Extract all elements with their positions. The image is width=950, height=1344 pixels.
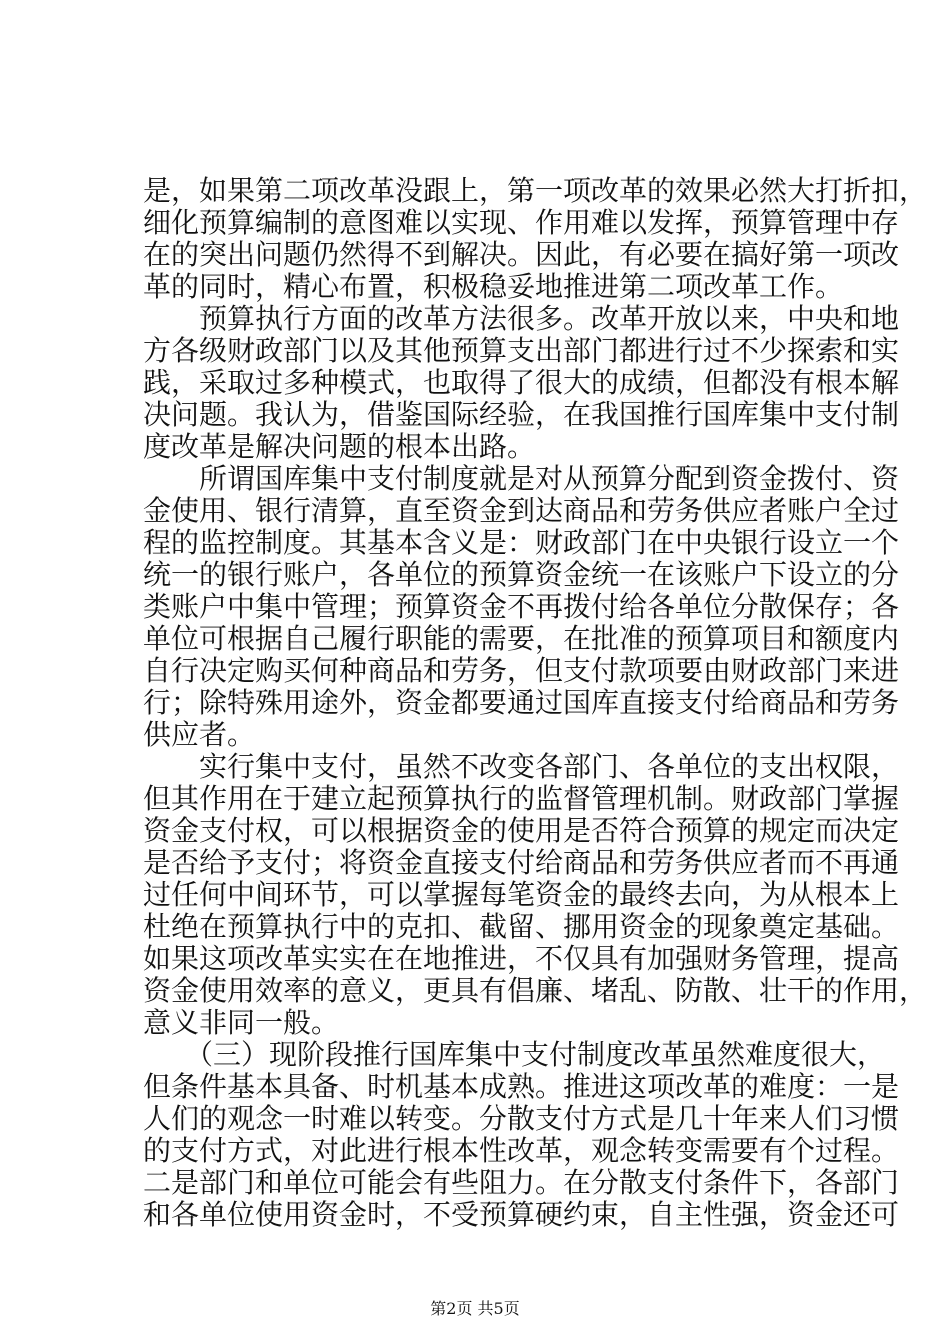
text-line: 但条件基本具备、时机基本成熟。推进这项改革的难度：一是 (143, 1070, 900, 1103)
text-line: 类账户中集中管理；预算资金不再拨付给各单位分散保存；各 (143, 590, 900, 623)
text-line: 实行集中支付，虽然不改变各部门、各单位的支出权限， (143, 750, 900, 783)
text-line: 和各单位使用资金时，不受预算硬约束，自主性强，资金还可 (143, 1198, 900, 1231)
text-line: 杜绝在预算执行中的克扣、截留、挪用资金的现象奠定基础。 (143, 910, 900, 943)
text-line: 如果这项改革实实在在地推进，不仅具有加强财务管理，提高 (143, 942, 900, 975)
text-line: 供应者。 (143, 718, 256, 751)
text-line: 践，采取过多种模式，也取得了很大的成绩，但都没有根本解 (143, 366, 900, 399)
text-line: 二是部门和单位可能会有些阻力。在分散支付条件下，各部门 (143, 1166, 900, 1199)
text-line: 过任何中间环节，可以掌握每笔资金的最终去向，为从根本上 (143, 878, 900, 911)
text-line: 但其作用在于建立起预算执行的监督管理机制。财政部门掌握 (143, 782, 900, 815)
text-line: 程的监控制度。其基本含义是：财政部门在中央银行设立一个 (143, 526, 900, 559)
text-line: 自行决定购买何种商品和劳务，但支付款项要由财政部门来进 (143, 654, 900, 687)
text-line: 资金使用效率的意义，更具有倡廉、堵乱、防散、壮干的作用， (143, 974, 928, 1007)
text-line: 人们的观念一时难以转变。分散支付方式是几十年来人们习惯 (143, 1102, 900, 1135)
text-line: 是否给予支付；将资金直接支付给商品和劳务供应者而不再通 (143, 846, 900, 879)
text-line: 在的突出问题仍然得不到解决。因此，有必要在搞好第一项改 (143, 238, 900, 271)
text-line: 细化预算编制的意图难以实现、作用难以发挥，预算管理中存 (143, 206, 900, 239)
text-line: 度改革是解决问题的根本出路。 (143, 430, 536, 463)
text-line: 方各级财政部门以及其他预算支出部门都进行过不少探索和实 (143, 334, 900, 367)
text-line: 是，如果第二项改革没跟上，第一项改革的效果必然大打折扣， (143, 174, 928, 207)
text-line: （三）现阶段推行国库集中支付制度改革虽然难度很大， (143, 1038, 886, 1071)
text-line: 意义非同一般。 (143, 1006, 340, 1039)
text-line: 预算执行方面的改革方法很多。改革开放以来，中央和地 (143, 302, 900, 335)
text-line: 决问题。我认为，借鉴国际经验，在我国推行国库集中支付制 (143, 398, 900, 431)
text-line: 革的同时，精心布置，积极稳妥地推进第二项改革工作。 (143, 270, 844, 303)
text-line: 资金支付权，可以根据资金的使用是否符合预算的规定而决定 (143, 814, 900, 847)
text-line: 单位可根据自己履行职能的需要，在批准的预算项目和额度内 (143, 622, 900, 655)
text-line: 所谓国库集中支付制度就是对从预算分配到资金拨付、资 (143, 462, 900, 495)
page-number-footer: 第2页 共5页 (430, 1299, 520, 1318)
text-line: 的支付方式，对此进行根本性改革，观念转变需要有个过程。 (143, 1134, 900, 1167)
text-line: 金使用、银行清算，直至资金到达商品和劳务供应者账户全过 (143, 494, 900, 527)
text-line: 行；除特殊用途外，资金都要通过国库直接支付给商品和劳务 (143, 686, 900, 719)
text-line: 统一的银行账户，各单位的预算资金统一在该账户下设立的分 (143, 558, 900, 591)
